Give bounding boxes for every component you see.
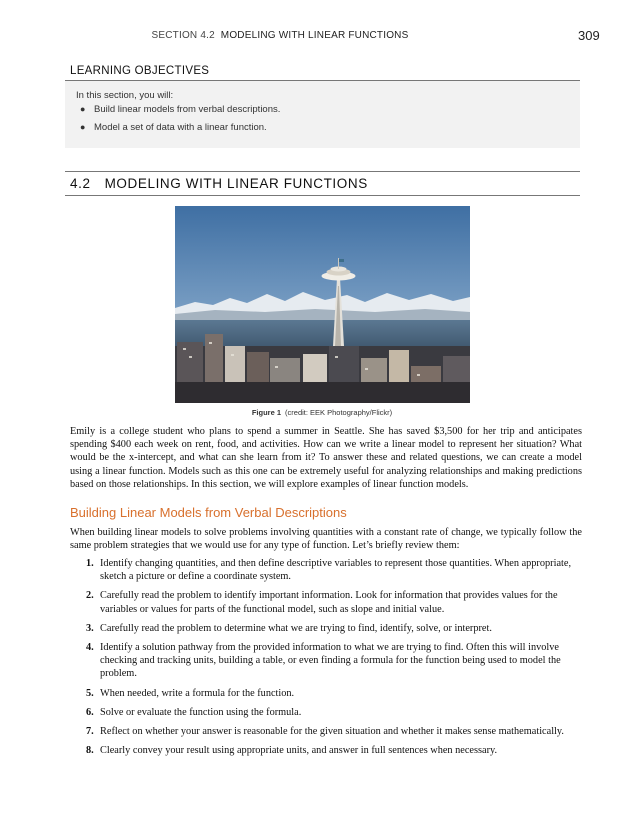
step-item: 8. Clearly convey your result using appropriate units, and answer in full sentences when necessary. [86, 745, 498, 757]
problem-solving-steps [86, 557, 582, 757]
intro-paragraph: Emily is a college student who plans to spend a summer in Seattle. She has saved $3,500 for her trip and anticipates spending $400 each week on rent, food, and activities. How can we write a linear model to represent her situation? What would be the x-intercept, and what can she learn from it? To answer these and related questions, we can create a model using a linear function. Models such as this one can be extremely useful for analyzing relationships and making predictions based on those relationships. In this section, we will explore examples of linear function models. [70, 426, 582, 490]
step-item: 4. Identify a solution pathway from the provided information to what we are trying to find. Often this will involve checking and tracking units, building a table, or even finding a formula for the function being used to model the problem. [86, 642, 561, 680]
step-item: 6. Solve or evaluate the function using the formula. [86, 706, 302, 718]
section-number: 4.2 [70, 176, 91, 191]
section-top-rule [65, 171, 580, 172]
section-title-text: MODELING WITH LINEAR FUNCTIONS [104, 176, 368, 191]
subsection-paragraph: When building linear models to solve problems involving quantities with a constant rate of change, we typically follow the same problem strategies that we would use for any type of function. Let’s briefly review them: [70, 527, 582, 552]
step-item: 7. Reflect on whether your answer is reasonable for the given situation and whether it makes sense mathematically. [86, 726, 564, 738]
section-title [70, 176, 368, 191]
step-item: 5. When needed, write a formula for the function. [86, 687, 295, 699]
step-item: 3. Carefully read the problem to determine what we are trying to find, identify, solve, or interpret. [86, 622, 492, 634]
step-item: 2. Carefully read the problem to identify important information. Look for information that provides values for the variables or values for parts of the functional model, such as slope and initial value. [86, 590, 558, 615]
page-number: 309 [578, 28, 600, 43]
learning-objectives-intro: In this section, you will: [76, 90, 174, 101]
figure-caption [0, 408, 630, 417]
section-label: SECTION 4.2 [151, 30, 215, 41]
bullet-icon: ● [80, 122, 86, 132]
chapter-title: MODELING WITH LINEAR FUNCTIONS [220, 30, 409, 41]
figure-credit: (credit: EEK Photography/Flickr) [285, 408, 393, 417]
section-bottom-rule [65, 195, 580, 196]
learning-objective-item: ● Model a set of data with a linear function. [80, 122, 267, 133]
learning-objectives-heading: LEARNING OBJECTIVES [70, 65, 210, 77]
figure-label: Figure 1 [251, 408, 282, 417]
running-head [0, 30, 560, 41]
step-item: 1. Identify changing quantities, and then define descriptive variables to represent those quantities. When appropriate, sketch a picture or define a coordinate system. [86, 558, 572, 583]
subsection-title: Building Linear Models from Verbal Descriptions [70, 505, 347, 520]
figure-photo-space-needle [175, 206, 470, 403]
learning-objective-item: ● Build linear models from verbal descriptions. [80, 104, 281, 115]
bullet-icon: ● [80, 104, 86, 114]
